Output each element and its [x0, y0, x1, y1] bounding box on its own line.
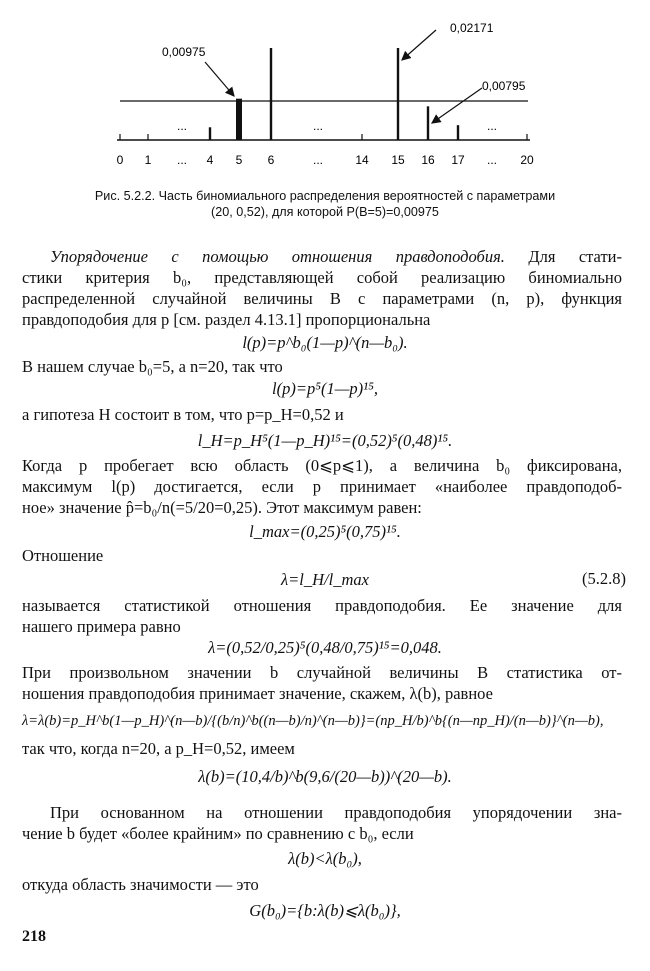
para-7-line-2: ношения правдоподобия принимает значение, скажем, λ(b), равное — [22, 684, 493, 703]
tick-label: 1 — [144, 153, 152, 167]
bar-x-5 — [236, 99, 242, 140]
para-4-line-1: Когда p пробегает всю область (0⩽p⩽1), а величина b₀ фиксирована, — [22, 456, 622, 475]
annotation-label: 0,00795 — [482, 79, 526, 93]
annotation-arrow — [402, 30, 436, 60]
para-1-line-1 — [22, 246, 622, 267]
tick-label-gap: ... — [176, 153, 188, 167]
text-run: Для стати- — [504, 247, 622, 266]
binomial-figure — [0, 0, 650, 185]
para-3: а гипотеза H состоит в том, что p=p_H=0,52 и — [22, 405, 344, 424]
tick-label: 4 — [206, 153, 214, 167]
annotation-label: 0,00975 — [162, 45, 206, 59]
para-1-line-2: стики критерия b₀, представляющей собой реализацию биномиально — [22, 268, 622, 287]
caption-line-2: (20, 0,52), для которой P(B=5)=0,00975 — [211, 205, 439, 219]
annotation-arrow — [432, 88, 482, 123]
para-5: Отношение — [22, 546, 104, 565]
equation-7: λ=λ(b)=p_H^b(1—p_H)^(n—b)/{(b/n)^b((n—b)/n)^(n—b)}=(np_H/b)^b{(n—np_H)/(n—b)}^(n—b), — [22, 713, 604, 729]
bar-x-6 — [270, 48, 272, 140]
tick-label-gap: ... — [312, 153, 324, 167]
gap-mark: ... — [176, 119, 188, 133]
tick-label: 20 — [520, 153, 534, 167]
para-10: откуда область значимости — это — [22, 875, 259, 894]
equation-3: l_H=p_H⁵(1—p_H)¹⁵=(0,52)⁵(0,48)¹⁵. — [197, 431, 453, 450]
equation-number: (5.2.8) — [582, 569, 626, 588]
tick-label: 0 — [116, 153, 124, 167]
tick-label-gap: ... — [486, 153, 498, 167]
para-4-line-3: ное» значение p̂=b₀/n(=5/20=0,25). Этот максимум равен: — [22, 498, 422, 517]
tick-label: 5 — [235, 153, 243, 167]
para-4-line-2: максимум l(p) достигается, если p принимает «наиболее правдоподоб- — [22, 477, 622, 496]
para-2: В нашем случае b₀=5, а n=20, так что — [22, 357, 283, 376]
tick-label: 17 — [451, 153, 465, 167]
tick-label: 6 — [267, 153, 275, 167]
caption-line-1: Рис. 5.2.2. Часть биномиального распределения вероятностей с параметрами — [94, 189, 556, 203]
equation-10: G(b₀)={b:λ(b)⩽λ(b₀)}, — [249, 901, 401, 920]
para-1-line-4: правдоподобия для p [см. раздел 4.13.1] пропорциональна — [22, 310, 431, 329]
gap-mark: ... — [486, 119, 498, 133]
annotation-label: 0,02171 — [450, 21, 494, 35]
para-8: так что, когда n=20, а p_H=0,52, имеем — [22, 739, 295, 758]
figure-caption — [20, 188, 630, 220]
equation-4: l_max=(0,25)⁵(0,75)¹⁵. — [249, 522, 401, 541]
para-6-line-2: нашего примера равно — [22, 617, 181, 636]
bar-x-17 — [457, 125, 459, 140]
para-6-line-1: называется статистикой отношения правдоподобия. Ее значение для — [22, 596, 622, 615]
page-number: 218 — [22, 928, 46, 945]
annotation-arrow — [205, 62, 234, 96]
equation-1: l(p)=p^b₀(1—p)^(n—b₀). — [242, 333, 408, 352]
equation-9: λ(b)<λ(b₀), — [288, 849, 362, 868]
para-1-line-3: распределенной случайной величины B с параметрами (n, p), функция — [22, 289, 622, 308]
gap-mark: ... — [312, 119, 324, 133]
para-7-line-1: При произвольном значении b случайной величины B статистика от- — [22, 663, 622, 682]
bar-x-16 — [427, 106, 429, 140]
equation-6: λ=(0,52/0,25)⁵(0,48/0,75)¹⁵=0,048. — [208, 638, 442, 657]
equation-8: λ(b)=(10,4/b)^b(9,6/(20—b))^(20—b). — [198, 767, 452, 786]
equation-5: λ=l_H/l_max — [281, 570, 369, 589]
para-9-line-1: При основанном на отношении правдоподобия упорядочении зна- — [50, 803, 622, 822]
para-9-line-2: чение b будет «более крайним» по сравнению с b₀, если — [22, 824, 414, 843]
heading-run: Упорядочение с помощью отношения правдоподобия. — [50, 247, 505, 266]
tick-label: 15 — [391, 153, 405, 167]
bar-x-15 — [397, 48, 399, 140]
tick-label: 16 — [421, 153, 435, 167]
equation-2: l(p)=p⁵(1—p)¹⁵, — [272, 379, 378, 398]
tick-label: 14 — [355, 153, 369, 167]
bar-x-4 — [209, 127, 211, 140]
